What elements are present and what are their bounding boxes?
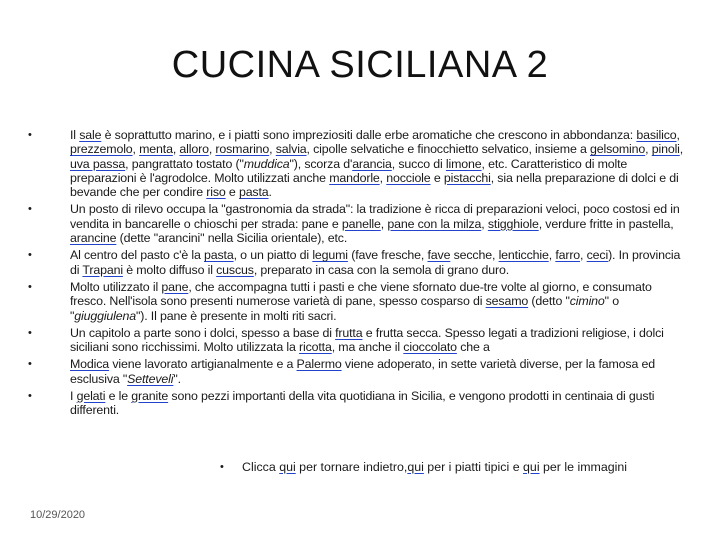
inline-link[interactable]: cuscus <box>216 262 254 277</box>
text-run: , cipolle selvatiche e finocchietto selvatico, insieme a <box>306 142 591 157</box>
text-run: che a <box>456 340 490 355</box>
inline-link[interactable]: riso <box>206 185 226 200</box>
text-run: , <box>132 142 140 157</box>
inline-link[interactable]: farro <box>555 248 581 263</box>
text-run: viene adoperato, in sette varietà diverse, per la famosa ed esclusiva " <box>70 357 655 386</box>
text-run: , <box>580 248 587 263</box>
text-run: per i piatti tipici e <box>423 460 524 474</box>
inline-link[interactable]: pasta <box>238 185 269 200</box>
text-run: ). In provincia di <box>70 248 681 277</box>
inline-link[interactable]: fave <box>427 248 451 263</box>
inline-link[interactable]: mandorle <box>329 170 380 185</box>
inline-link[interactable]: salvia <box>275 142 307 157</box>
inline-link[interactable]: rosmarino <box>215 142 270 157</box>
text-run: , <box>548 248 556 263</box>
text-run: , <box>379 170 387 185</box>
list-item <box>26 202 686 245</box>
slide-title: CUCINA SICILIANA 2 <box>171 44 549 86</box>
text-run: "). Il pane è presente in molti riti sacri. <box>136 308 337 323</box>
text-run: secche, <box>450 248 499 263</box>
text-run: , preparato in casa con la semola di grano duro. <box>253 262 510 277</box>
text-run: . <box>268 185 272 200</box>
inline-link[interactable]: sesamo <box>485 294 529 309</box>
text-run: , sia nella preparazione di dolci e di bevande che per condire <box>70 170 679 200</box>
inline-link[interactable]: ricotta <box>299 340 332 355</box>
inline-link[interactable]: pasta <box>204 248 234 263</box>
text-run: Molto utilizzato il <box>70 279 162 294</box>
text-run: per tornare indietro, <box>295 460 408 474</box>
inline-link[interactable]: Trapani <box>82 262 123 277</box>
bullet-icon: • <box>28 129 32 141</box>
inline-link[interactable]: arancia <box>352 156 392 171</box>
inline-link[interactable]: prezzemolo <box>70 142 133 157</box>
inline-link[interactable]: Setteveli <box>127 371 174 386</box>
inline-link[interactable]: gelati <box>76 389 106 404</box>
list-item <box>26 326 686 355</box>
bullet-icon: • <box>28 326 32 339</box>
text-run: , succo di <box>391 156 446 171</box>
inline-link[interactable]: panelle <box>341 216 381 231</box>
footer-nav <box>220 460 690 474</box>
text-run: , pangrattato tostato (" <box>125 156 244 171</box>
inline-link[interactable]: basilico <box>636 128 677 142</box>
text-run: e <box>430 170 444 185</box>
text-run: e le <box>105 389 132 404</box>
text-run: Un capitolo a parte sono i dolci, spesso a base di <box>70 325 336 340</box>
text-run: I <box>70 389 77 404</box>
text-run: ". <box>173 371 181 386</box>
text-run: è soprattutto marino, e i piatti sono impreziositi dalle erbe aromatiche che crescono in abbondanza: <box>101 128 637 142</box>
text-run: , <box>679 142 684 157</box>
text-run: è molto diffuso il <box>122 262 217 277</box>
list-item <box>26 280 686 323</box>
inline-link[interactable]: menta <box>139 142 173 157</box>
inline-link[interactable]: stigghiole <box>487 216 539 231</box>
inline-link[interactable]: limone <box>445 156 482 171</box>
inline-link[interactable]: ceci <box>586 248 609 263</box>
text-run: Un posto di rilevo occupa la "gastronomia da strada": la tradizione è ricca di preparazioni veloci, poco costosi ed in vendita in bancarelle o chioschi per strada: pane e <box>70 202 680 231</box>
text-run: , che accompagna tutti i pasti e che viene sfornato due-tre volte al giorno, e consumato fresco. Nell'isola sono presenti numerose varietà di pane, spesso cosparso di <box>70 279 652 309</box>
text-run: , <box>380 216 388 231</box>
text-run: muddica <box>243 156 290 171</box>
content-list <box>26 128 686 421</box>
text-run: Il <box>70 128 80 142</box>
bullet-icon: • <box>28 249 32 262</box>
inline-link[interactable]: lenticchie <box>498 248 549 263</box>
inline-link[interactable]: pane con la milza <box>387 216 482 231</box>
text-run: cimino <box>569 294 605 309</box>
inline-link[interactable]: cioccolato <box>403 340 457 355</box>
text-run: Al centro del pasto c'è la <box>70 248 205 263</box>
text-run: , etc. Caratteristico di molte preparazioni è l'agrodolce. Molto utilizzati anche <box>70 156 628 185</box>
text-run: , <box>645 142 652 157</box>
text-run: (dette "arancini" nella Sicilia orientale), etc. <box>116 231 348 246</box>
text-run: , <box>676 128 680 142</box>
bullet-icon: • <box>220 461 224 473</box>
slide-date: 10/29/2020 <box>30 509 86 521</box>
inline-link[interactable]: uva passa <box>70 156 126 171</box>
inline-link[interactable]: pane <box>161 279 189 294</box>
text-run: (detto " <box>528 294 570 309</box>
text-run: , <box>172 142 180 157</box>
text-run: giuggiulena <box>74 308 136 323</box>
bullet-icon: • <box>28 358 32 371</box>
text-run: e <box>225 185 239 200</box>
inline-link[interactable]: granite <box>131 389 169 404</box>
text-run: , o un piatto di <box>233 248 313 263</box>
list-item <box>26 128 686 199</box>
inline-link[interactable]: pinoli <box>651 142 680 157</box>
text-run: , <box>481 216 488 231</box>
bullet-icon: • <box>28 280 32 293</box>
text-run: , <box>208 142 216 157</box>
bullet-icon: • <box>28 390 32 403</box>
text-run: sono pezzi importanti della vita quotidiana in Sicilia, e vengono prodotti in centinaia di gusti differenti. <box>70 389 655 418</box>
inline-link[interactable]: qui <box>523 460 540 474</box>
text-run: Clicca <box>242 460 280 474</box>
inline-link[interactable]: qui <box>279 460 296 474</box>
inline-link[interactable]: frutta <box>335 325 363 340</box>
inline-link[interactable]: qui <box>407 460 424 474</box>
inline-link[interactable]: Modica <box>70 357 110 372</box>
text-run: , verdure fritte in pastella, <box>538 216 674 231</box>
footer-text <box>220 460 690 474</box>
bullet-icon: • <box>28 203 32 216</box>
inline-link[interactable]: alloro <box>179 142 209 157</box>
inline-link[interactable]: Palermo <box>296 357 342 372</box>
text-run: " o " <box>70 294 619 323</box>
inline-link[interactable]: legumi <box>312 248 348 263</box>
inline-link[interactable]: sale <box>79 128 102 142</box>
text-run: per le immagini <box>539 460 628 474</box>
inline-link[interactable]: nocciole <box>386 170 431 185</box>
list-item <box>26 389 686 418</box>
text-run: viene lavorato artigianalmente e a <box>109 357 297 372</box>
text-run: , ma anche il <box>331 340 404 355</box>
text-run: "), scorza d' <box>289 156 353 171</box>
inline-link[interactable]: gelsomino <box>590 142 646 157</box>
inline-link[interactable]: arancine <box>70 231 117 246</box>
text-run: (fave fresche, <box>347 248 428 263</box>
text-run: e frutta secca. Spesso legati a tradizioni religiose, i dolci siciliani sono ricchissimi. Molto utilizzata la <box>70 325 664 355</box>
inline-link[interactable]: pistacchi <box>443 170 491 185</box>
text-run: , <box>269 142 276 157</box>
list-item <box>26 248 686 277</box>
list-item <box>26 357 686 386</box>
